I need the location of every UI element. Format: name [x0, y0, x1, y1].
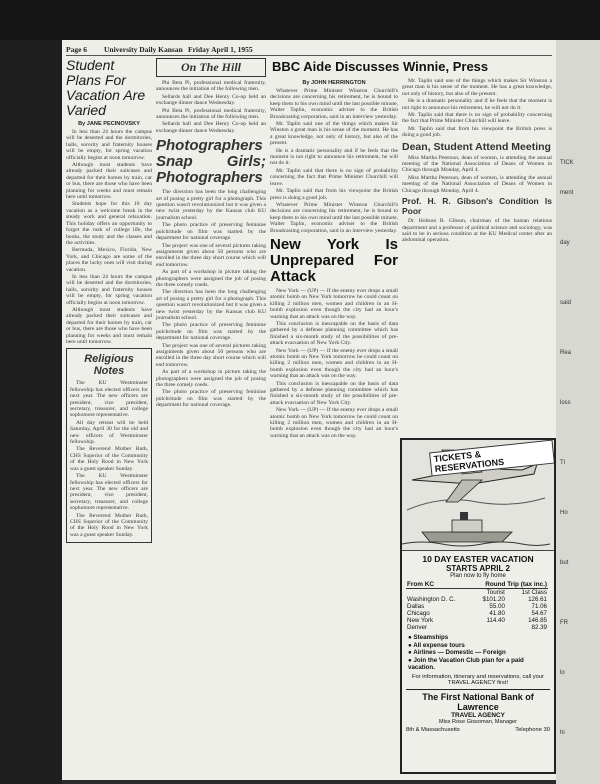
bank-address: 8th & Massachusetts: [406, 726, 460, 733]
edge-fragment: ment: [560, 190, 574, 196]
ad-info: For information, itinerary and reservations, call your TRAVEL AGENCY first!: [411, 673, 545, 686]
route-city: Dallas: [407, 603, 425, 610]
newyork-paragraph: This conclusion is inescapable on the basis of data gathered by a defense planning committee which has finished a six-month study of the possibilities of pre-attack evacuation of New York City.: [270, 320, 398, 347]
edge-fragment: said: [560, 300, 572, 306]
feature-item: ● Join the Vacation Club plan for a paid vacation.: [408, 656, 524, 671]
photographers-paragraph: The project was one of several pictures taking assignments given about 50 persons who are enrolled in the three day short course which will end tomorrow.: [156, 242, 266, 268]
route-tourist: 41.80: [489, 610, 505, 617]
route-tourist: [469, 624, 506, 631]
bbc-byline: By JOHN HERRINGTON: [302, 80, 366, 86]
route-first: 146.85: [528, 617, 547, 624]
bbc-paragraph: He is a dramatic personality and if he feels that the moment is not right to announce his retirement, he will not do it.: [270, 147, 398, 167]
fares-first-label: 1st Class: [521, 589, 547, 596]
column-bbc-dean-prof: [402, 78, 552, 436]
table-row: [406, 603, 548, 610]
photographers-paragraph: The photo practice of preserving feminine pulchritude on film was started by the department for national coverage.: [156, 322, 266, 342]
route-tourist: 55.00: [489, 603, 505, 610]
student-paragraph: Students hope for this 10 day vacation as a welcome break in the steady work and general relaxation. This holiday offers an opportunity to forget the rush of college life, the books, the study and the classes and the activities.: [66, 201, 152, 246]
masthead: [66, 43, 552, 56]
newyork-paragraph: This conclusion is inescapable on the basis of data gathered by a defense planning committee which has finished a six-month study of the possibilities of pre-attack evacuation of New York City.: [270, 380, 398, 406]
prof-paragraph: Dr. Hobson R. Gibson, chairman of the human relations department and a professor of political science and sociology, was said to be in serious condition at the KU Medical center after an abdominal operation.: [402, 218, 552, 244]
bbc-paragraph: Mr. Taplin said one of the things which makes Sir Winston a great man is his sense of the moment. He has a great knowledge, not only of history, but also of the present.: [270, 121, 398, 147]
table-row: [406, 596, 548, 603]
ad-features: [408, 634, 548, 672]
edge-fragment: Rea: [560, 350, 572, 356]
hill-paragraph: Sellards hall and Dee Henry Co-op held an exchange dinner dance Wednesday.: [156, 121, 266, 134]
bbc-paragraph: Mr. Taplin said that there is no sign of probability concerning the fact that Prime Minister Churchill will leave.: [402, 112, 552, 125]
route-city: Chicago: [407, 610, 430, 617]
scan-left-border: [0, 40, 62, 784]
religious-paragraph: The Reverend Mother Ruth, CHS Superior of the Community of the Holy Rood in New York was a guest speaker Sunday.: [70, 512, 148, 538]
religious-notes-box: [66, 348, 152, 543]
hill-paragraph: Phi Beta Pi, professional medical fraternity, announces the initiation of the following men.: [156, 80, 266, 93]
student-byline: By JANE PECINOVSKY: [78, 121, 140, 127]
table-row: [406, 617, 548, 624]
religious-paragraph: The Reverend Mother Ruth, CHS Superior of the Community of the Holy Rood in New York was a guest speaker Sunday.: [70, 446, 148, 472]
bbc-paragraph: Mr. Taplin said that there is no sign of probability concerning the fact that Prime Minister Churchill will leave.: [270, 167, 398, 187]
ad-starts: STARTS APRIL 2: [446, 564, 510, 573]
route-first: 126.61: [528, 596, 547, 603]
bbc-paragraph: Whatever Prime Minister Winston Churchill's decisions are concerning his retirement, he is bound to keep them to his own mind until the last possible minute, Walter Taplin, economic adviser to the British Broadcasting corporation, said in an interview yesterday.: [270, 201, 398, 234]
bbc-paragraph: Mr. Taplin said that from his viewpoint the British press is doing a good job.: [402, 125, 552, 139]
bbc-paragraph: Whatever Prime Minister Winston Churchill's decisions are concerning his retirement, he is bound to keep them to his own mind until the last possible minute, Walter Taplin, economic adviser to the British Broadcasting corporation, said in an interview yesterday.: [270, 88, 398, 120]
dean-paragraph: Miss Martha Peterson, dean of women, is attending the annual meeting of the National Association of Deans of Women in Chicago through Monday, April 4.: [402, 154, 552, 174]
edge-fragment: lo: [560, 670, 565, 676]
student-paragraph: Although most students have already packed their suitcases and departed for their homes by train, car or bus, there are those who have been planning for weeks and must remain here until tomorrow.: [66, 306, 152, 345]
route-tourist: 114.40: [486, 617, 505, 624]
bank-block: [406, 689, 550, 733]
route-first: 71.06: [531, 603, 547, 610]
column-hill-photographers: [156, 58, 266, 776]
photographers-paragraph: The project was one of several pictures taking assignments given about 50 persons who are enrolled in the three day short course which will end tomorrow.: [156, 342, 266, 368]
religious-paragraph: The KU Westminster fellowship has elected officers for next year. The new officers are president, vice president, secretary, treasurer, and college sophomore representative.: [70, 473, 148, 512]
route-first: 54.67: [531, 610, 547, 617]
bbc-paragraph: He is a dramatic personality and if he feels that the moment is not right to announce his retirement, he will not do it.: [402, 98, 552, 111]
ad-illustration: [402, 440, 554, 551]
newyork-paragraph: New York — (UP) — If the enemy ever drops a small atomic bomb on New York tomorrow he could count on killing 2 million men, women and children in an H-bomb explosion even though the city had an hour's warning that an attack was on the way.: [270, 407, 398, 439]
issue-date: Friday April 1, 1955: [188, 45, 253, 54]
edge-fragment: Ho: [560, 510, 568, 516]
edge-fragment: but: [560, 560, 569, 566]
agency-manager: Miss Rose Gissoman, Manager: [438, 718, 518, 725]
ad-days: 10 DAY EASTER VACATION: [422, 554, 534, 564]
edge-fragment: day: [560, 240, 570, 246]
student-paragraph: In less than 24 hours the campus will be deserted and the dormitories, halls, sorority and fraternity houses will be empty, for spring vacation officially begins at noon tomorrow.: [66, 129, 152, 161]
student-paragraph: Bermuda, Mexico, Florida, New York, and Chicago are some of the places the lucky ones will visit during vacation.: [66, 247, 152, 273]
agency-name: TRAVEL AGENCY: [451, 711, 505, 719]
newyork-headline: New York Is Unprepared For Attack: [270, 235, 398, 285]
edge-fragment: FR: [560, 620, 568, 626]
religious-paragraph: All day retreat will be held Saturday, April 30 for the old and new officers of Westminster fellowship.: [70, 419, 148, 446]
paper-name: University Daily Kansan: [104, 45, 183, 54]
bank-contact: [406, 727, 550, 733]
newyork-paragraph: New York — (UP) — If the enemy ever drops a small atomic bomb on New York tomorrow he could count on killing 2 million men, women and children in an H-bomb explosion even though the city had an hour's warning that an attack was on the way.: [270, 287, 398, 320]
photographers-paragraph: The photo practice of preserving feminine pulchritude on film was started by the department for national coverage.: [156, 389, 266, 409]
edge-fragment: TICK: [560, 160, 574, 166]
religious-paragraph: The KU Westminster fellowship has elected officers for next year. The new officers are president, vice president, secretary, treasurer, and college sophomore representative.: [70, 380, 148, 419]
prof-headline: Prof. H. R. Gibson's Condition Is Poor: [402, 196, 552, 216]
fares-table: [406, 581, 548, 631]
adjacent-page-edge: [556, 40, 600, 784]
hill-paragraph: Phi Beta Pi, professional medical fraternity, announces the initiation of the following men.: [156, 107, 266, 121]
route-city: Washington D. C.: [407, 596, 456, 603]
photographers-paragraph: The direction has been the long challenging art of posing a pretty girl for a photograph. This question wasn't revolutionized but it was given a new twist yesterday by the Kansas club KU journalism school.: [156, 189, 266, 221]
bank-phone: Telephone 30: [515, 726, 550, 733]
dean-paragraph: Miss Martha Peterson, dean of women, is attending the annual meeting of the National Association of Deans of Women in Chicago through Monday, April 4.: [402, 174, 552, 194]
travel-advertisement: [400, 438, 556, 774]
bbc-headline: BBC Aide Discusses Winnie, Press: [272, 59, 489, 74]
ad-header: [402, 554, 554, 579]
route-first: 82.39: [531, 624, 547, 631]
bbc-paragraph: Mr. Taplin said that from his viewpoint the British press is doing a good job.: [270, 188, 398, 201]
table-row: [406, 624, 548, 631]
feature-item: ● Airlines — Domestic — Foreign: [408, 649, 506, 656]
hill-paragraph: Sellards hall and Dee Henry Co-op held an exchange dinner dance Wednesday.: [156, 93, 266, 107]
fares-from-label: From KC: [406, 581, 469, 589]
student-paragraph: In less than 24 hours the campus will be deserted and the dormitories, halls, sorority and fraternity houses will be empty, for spring vacation officially begins at noon tomorrow.: [66, 273, 152, 306]
religious-headline: Religious Notes: [84, 353, 134, 378]
route-tourist: $101.20: [482, 596, 505, 603]
photographers-headline: Photographers Snap Girls; Photographers: [156, 137, 266, 187]
column-student-religious: [66, 58, 152, 776]
fares-subheader-row: [406, 589, 548, 597]
fares-header-row: [406, 581, 548, 589]
ad-title: TICKETS & RESERVATIONS: [429, 440, 554, 476]
fares-trip-label: Round Trip (tax inc.): [469, 581, 548, 589]
photographers-paragraph: The photo practice of preserving feminine pulchritude on film was started by the department for national coverage.: [156, 222, 266, 242]
route-city: Denver: [407, 624, 427, 631]
fares-tourist-label: Tourist: [486, 589, 505, 596]
newspaper-page: [62, 40, 556, 780]
route-city: New York: [407, 617, 434, 624]
newyork-paragraph: New York — (UP) — If the enemy ever drops a small atomic bomb on New York tomorrow he could count on killing 2 million men, women and children in an H-bomb explosion even though the city had an hour's warning that an attack was on the way.: [270, 347, 398, 380]
ad-plan: Plan now to fly home: [450, 573, 506, 579]
dean-headline: Dean, Student Attend Meeting: [402, 140, 551, 153]
bank-name: The First National Bank of Lawrence: [422, 691, 534, 712]
table-row: [406, 610, 548, 617]
page-number: Page 6: [66, 45, 88, 54]
student-headline: Student Plans For Vacation Are Varied: [66, 58, 146, 118]
bbc-paragraph: Mr. Taplin said one of the things which makes Sir Winston a great man is his sense of the moment. He has a great knowledge, not only of history, but also of the present.: [402, 78, 552, 97]
edge-fragment: Tl: [560, 460, 565, 466]
edge-fragment: hi: [560, 730, 565, 736]
photographers-paragraph: The direction has been the long challenging art of posing a pretty girl for a photograph. This question wasn't revolutionized but it was given a new twist yesterday by the Kansas club KU journalism school.: [156, 289, 266, 321]
scan-top-border: [0, 0, 600, 40]
feature-item: ● All expense tours: [408, 641, 465, 649]
student-paragraph: Although most students have already packed their suitcases and departed for their homes by train, car or bus, there are those who have been planning for weeks and must remain here until tomorrow.: [66, 162, 152, 201]
hill-headline: On The Hill: [156, 58, 266, 77]
photographers-paragraph: As part of a workshop in picture taking the photographers were assigned the job of posing the three comely coeds.: [156, 369, 266, 389]
column-bbc-newyork: [270, 78, 398, 776]
photographers-paragraph: As part of a workshop in picture taking the photographers were assigned the job of posing the three comely coeds.: [156, 269, 266, 288]
feature-item: ● Steamships: [408, 634, 449, 641]
edge-fragment: loss: [560, 400, 571, 406]
